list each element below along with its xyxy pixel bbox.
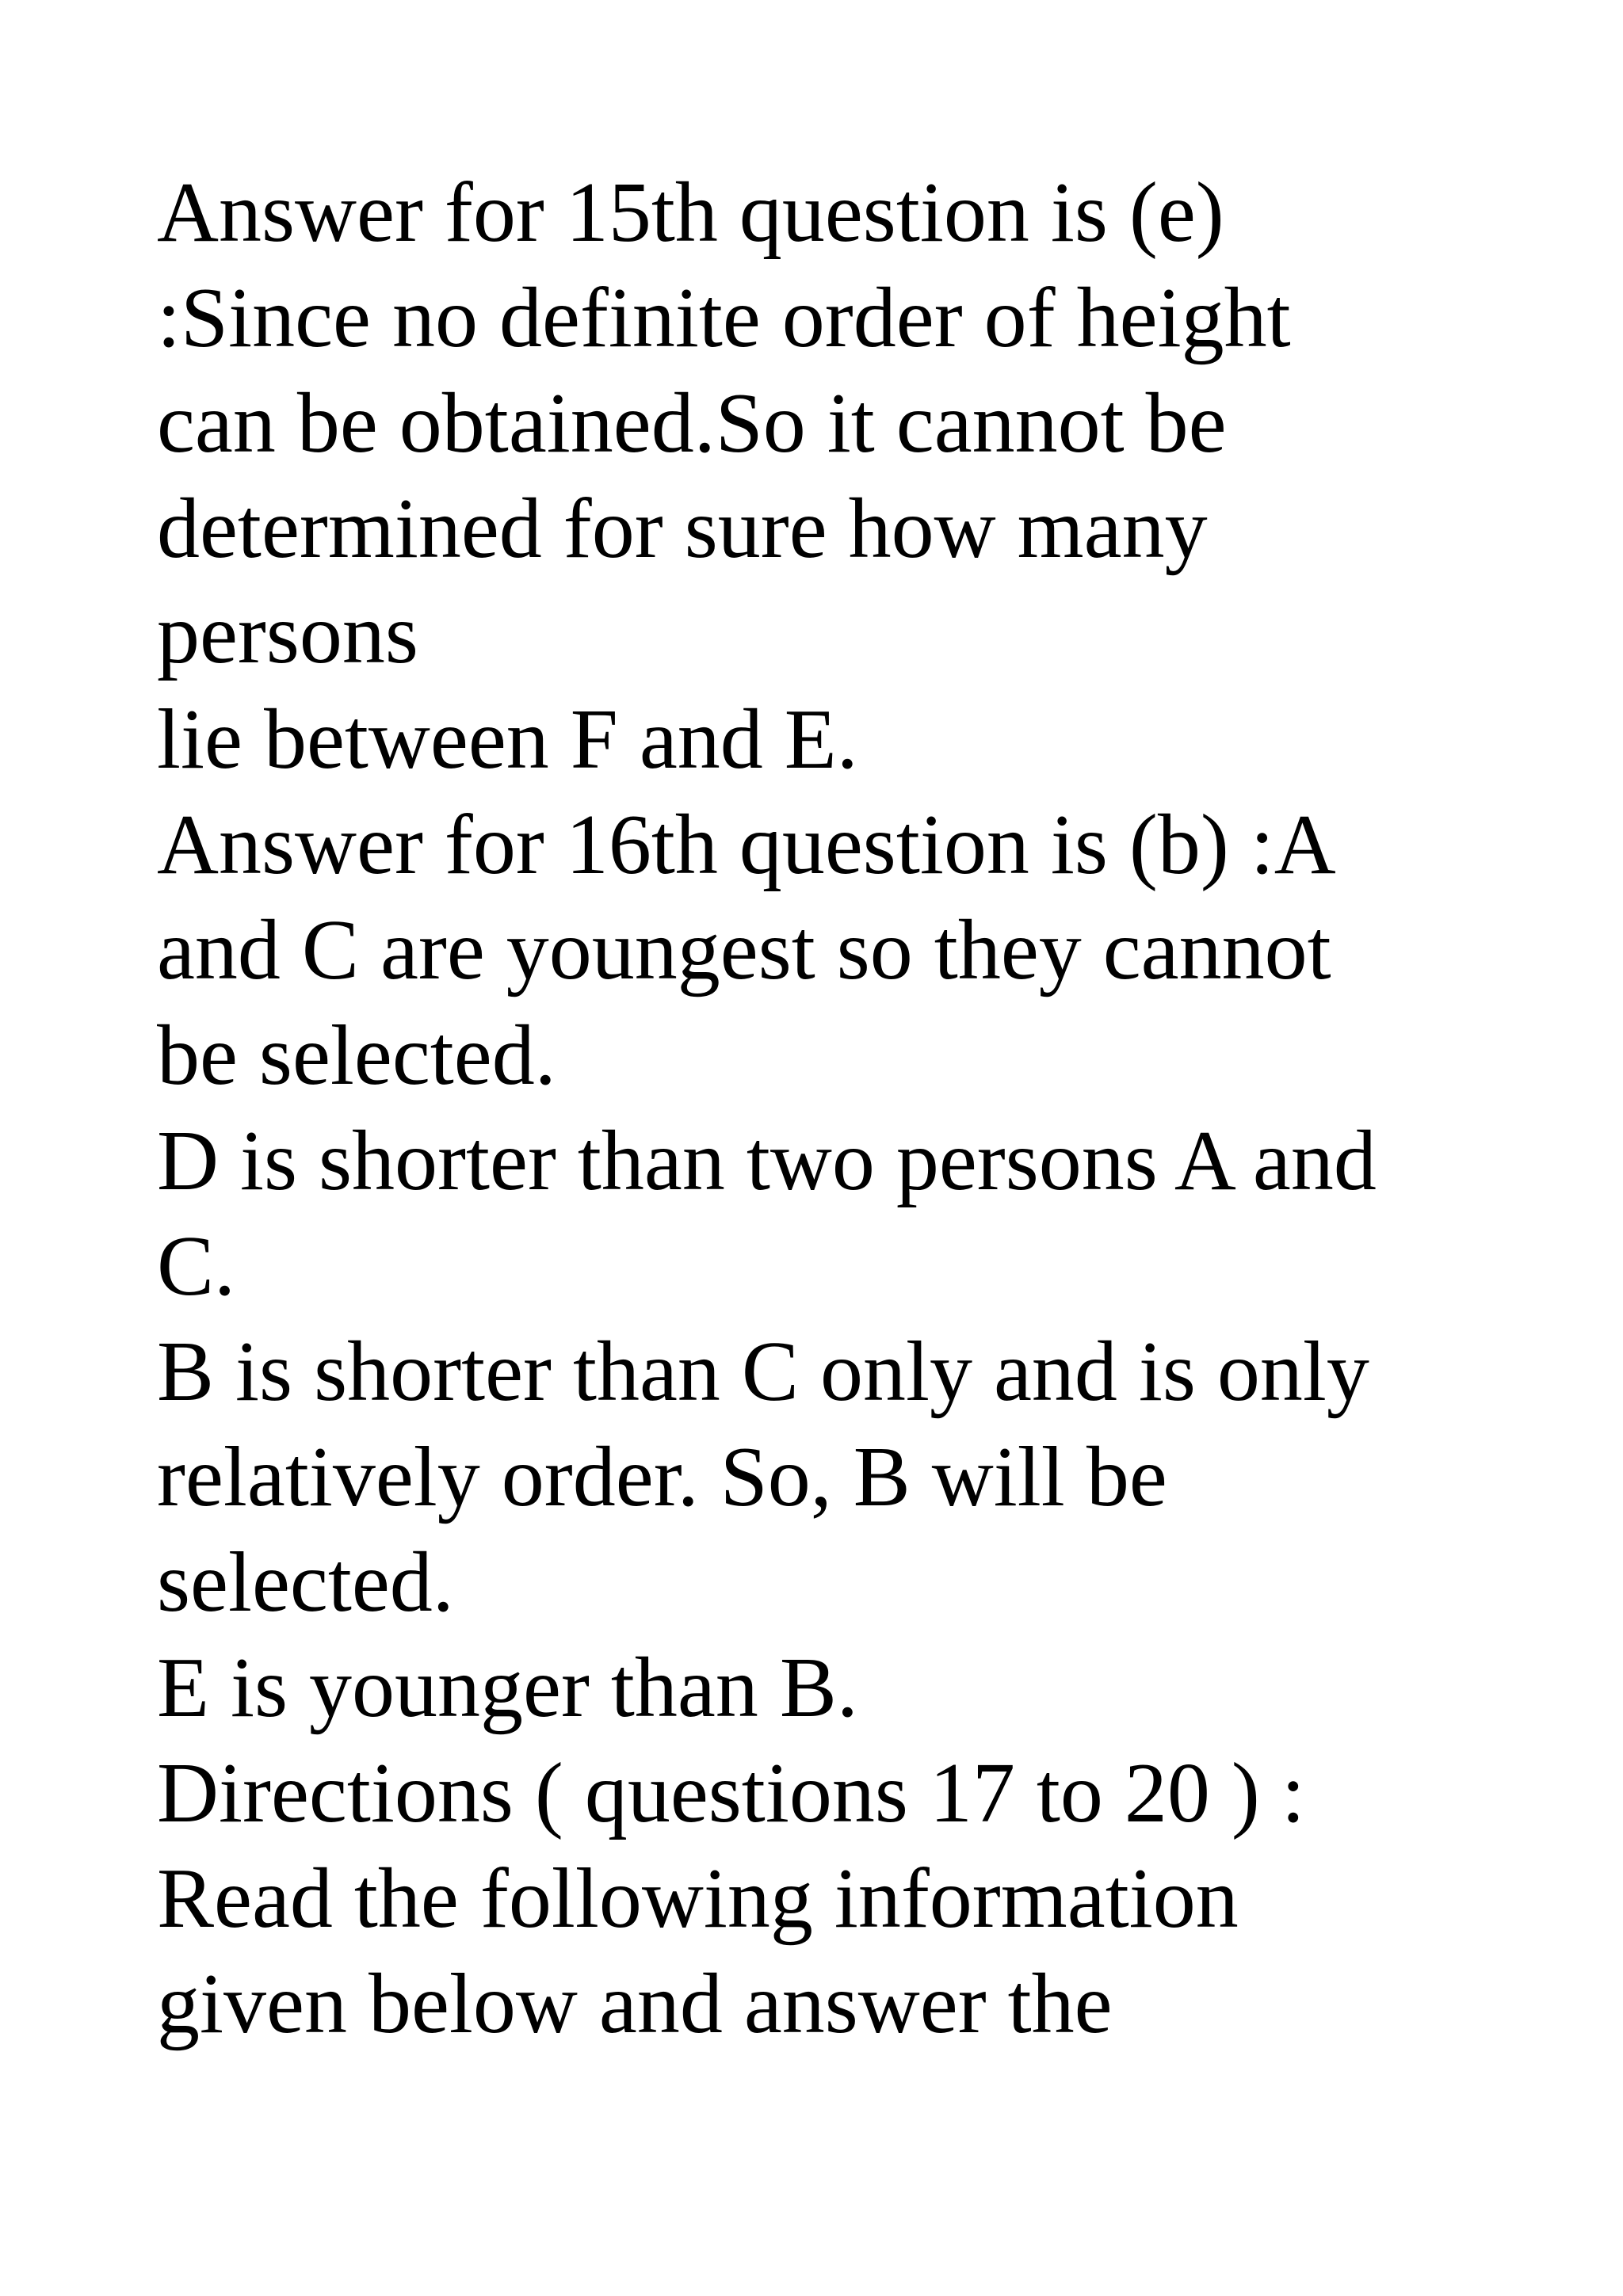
text-line: E is younger than B.	[157, 1641, 858, 1735]
text-line: lie between F and E.	[157, 692, 858, 787]
text-line: persons	[157, 587, 418, 681]
text-line: Read the following information	[157, 1852, 1239, 1946]
text-line: Directions ( questions 17 to 20 ) :	[157, 1746, 1305, 1840]
text-line: and C are youngest so they cannot	[157, 903, 1331, 997]
text-line: :Since no definite order of height	[157, 271, 1291, 365]
text-line: be selected.	[157, 1009, 556, 1103]
document-text	[157, 160, 1504, 2057]
text-line: D is shorter than two persons A and	[157, 1114, 1377, 1208]
text-line: given below and answer the	[157, 1957, 1113, 2051]
text-line: Answer for 15th question is (e)	[157, 166, 1224, 260]
text-line: Answer for 16th question is (b) :A	[157, 798, 1336, 892]
text-line: B is shorter than C only and is only	[157, 1325, 1369, 1419]
text-line: relatively order. So, B will be	[157, 1430, 1167, 1524]
text-line: C.	[157, 1219, 236, 1314]
text-line: determined for sure how many	[157, 482, 1208, 576]
text-line: can be obtained.So it cannot be	[157, 376, 1227, 471]
text-line: selected.	[157, 1535, 454, 1630]
